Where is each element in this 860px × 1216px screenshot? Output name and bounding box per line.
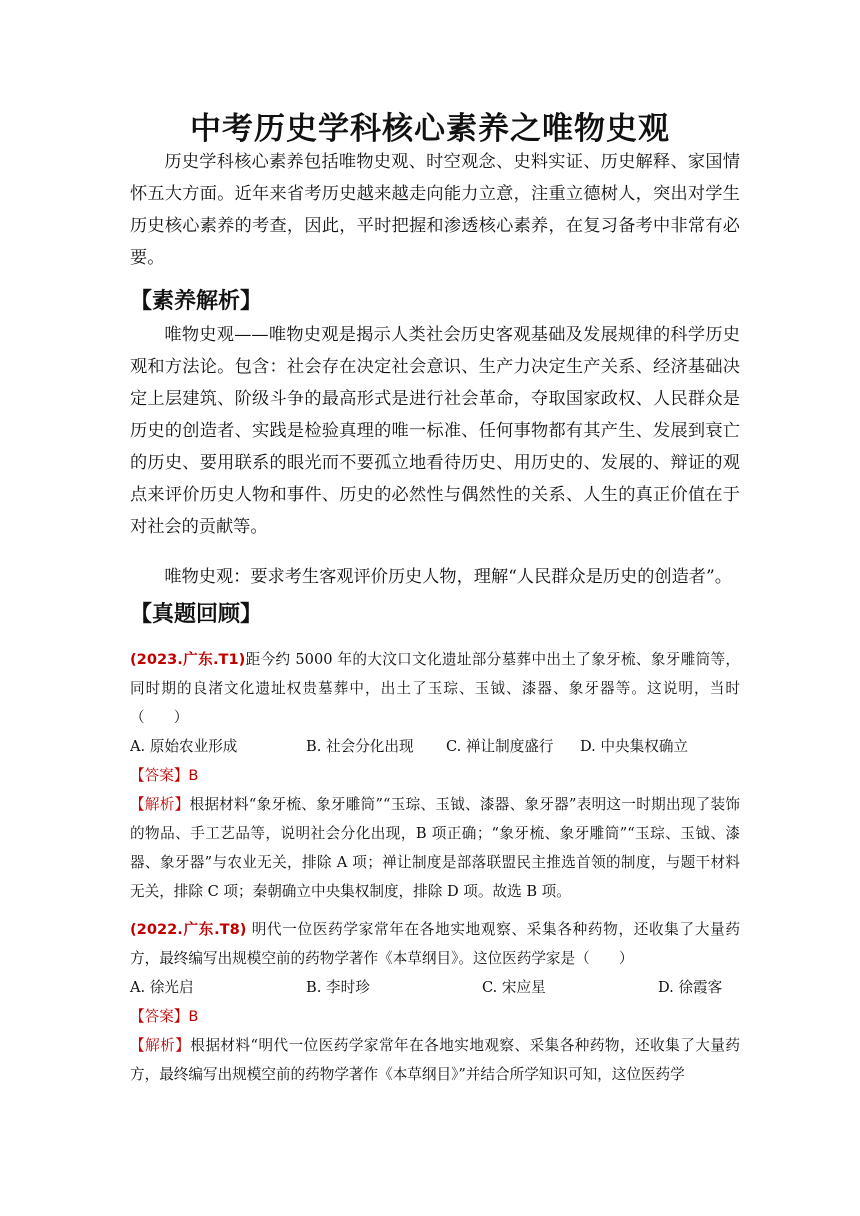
explanation [130, 790, 740, 906]
answer-line [130, 761, 740, 790]
option-d: D. 徐霞客 [658, 979, 723, 996]
option-a: A. 徐光启 [130, 979, 194, 996]
explanation [130, 1031, 740, 1089]
analysis-paragraph [130, 319, 740, 543]
question-1 [130, 645, 740, 906]
answer-line [130, 1002, 740, 1031]
option-a: A. 原始农业形成 [130, 738, 238, 755]
requirement-paragraph [130, 561, 740, 593]
answer-label: 【答案】 [130, 767, 189, 784]
question-source: (2022.广东.T8) [130, 921, 247, 938]
question-text: 距今约 5000 年的大汶口文化遗址部分墓葬中出土了象牙梳、象牙雕筒等，同时期的良渚文化遗址权贵墓葬中，出土了玉琮、玉钺、漆器、象牙器等。这说明，当时（ ） [130, 651, 741, 726]
section-heading-analysis: 【素养解析】 [130, 289, 263, 314]
requirement-text: 唯物史观：要求考生客观评价历史人物，理解“人民群众是历史的创造者”。 [164, 567, 732, 587]
answer-label: 【答案】 [130, 1008, 189, 1025]
option-b: B. 李时珍 [306, 979, 370, 996]
option-c: C. 禅让制度盛行 [446, 738, 554, 755]
explanation-label: 【解析】 [130, 1037, 191, 1054]
explanation-text: 根据材料“明代一位医药学家常年在各地实地观察、采集各种药物，还收集了大量药方，最终编写出规模空前的药物学著作《本草纲目》”并结合所学知识可知，这位医药学 [130, 1037, 740, 1083]
answer-value: B [188, 767, 199, 784]
page-title: 中考历史学科核心素养之唯物史观 [190, 111, 670, 147]
intro-paragraph [130, 146, 740, 274]
option-b: B. 社会分化出现 [306, 738, 414, 755]
question-stem [130, 915, 740, 973]
option-c: C. 宋应星 [482, 979, 546, 996]
section-heading-review: 【真题回顾】 [130, 602, 263, 627]
explanation-label: 【解析】 [130, 796, 190, 813]
answer-value: B [188, 1008, 199, 1025]
question-source: (2023.广东.T1) [130, 651, 246, 668]
explanation-text: 根据材料“象牙梳、象牙雕筒”“玉琮、玉钺、漆器、象牙器”表明这一时期出现了装饰的物品、手工艺品等，说明社会分化出现，B 项正确；“象牙梳、象牙雕筒”“玉琮、玉钺、漆器、象牙器”与农业无关，排除 A 项；禅让制度是部落联盟民主推选首领的制度，与题干材料无关，排除 C 项；秦朝确立中央集权制度，排除 D 项。故选 B 项。 [130, 796, 740, 900]
analysis-text: 唯物史观——唯物史观是揭示人类社会历史客观基础及发展规律的科学历史观和方法论。包含：社会存在决定社会意识、生产力决定生产关系、经济基础决定上层建筑、阶级斗争的最高形式是进行社会革命，夺取国家政权、人民群众是历史的创造者、实践是检验真理的唯一标准、任何事物都有其产生、发展到衰亡的历史、要用联系的眼光而不要孤立地看待历史、用历史的、发展的、辩证的观点来评价历史人物和事件、历史的必然性与偶然性的关系、人生的真正价值在于对社会的贡献等。 [130, 325, 740, 537]
options-row [130, 732, 740, 761]
options-row [130, 973, 740, 1002]
question-text: 明代一位医药学家常年在各地实地观察、采集各种药物，还收集了大量药方，最终编写出规模空前的药物学著作《本草纲目》。这位医药学家是（ ） [130, 921, 740, 967]
question-2 [130, 915, 740, 1089]
question-stem [130, 645, 740, 732]
option-d: D. 中央集权确立 [580, 738, 689, 755]
intro-text: 历史学科核心素养包括唯物史观、时空观念、史料实证、历史解释、家国情怀五大方面。近年来省考历史越来越走向能力立意，注重立德树人，突出对学生历史核心素养的考查，因此，平时把握和渗透核心素养，在复习备考中非常有必要。 [130, 152, 740, 268]
